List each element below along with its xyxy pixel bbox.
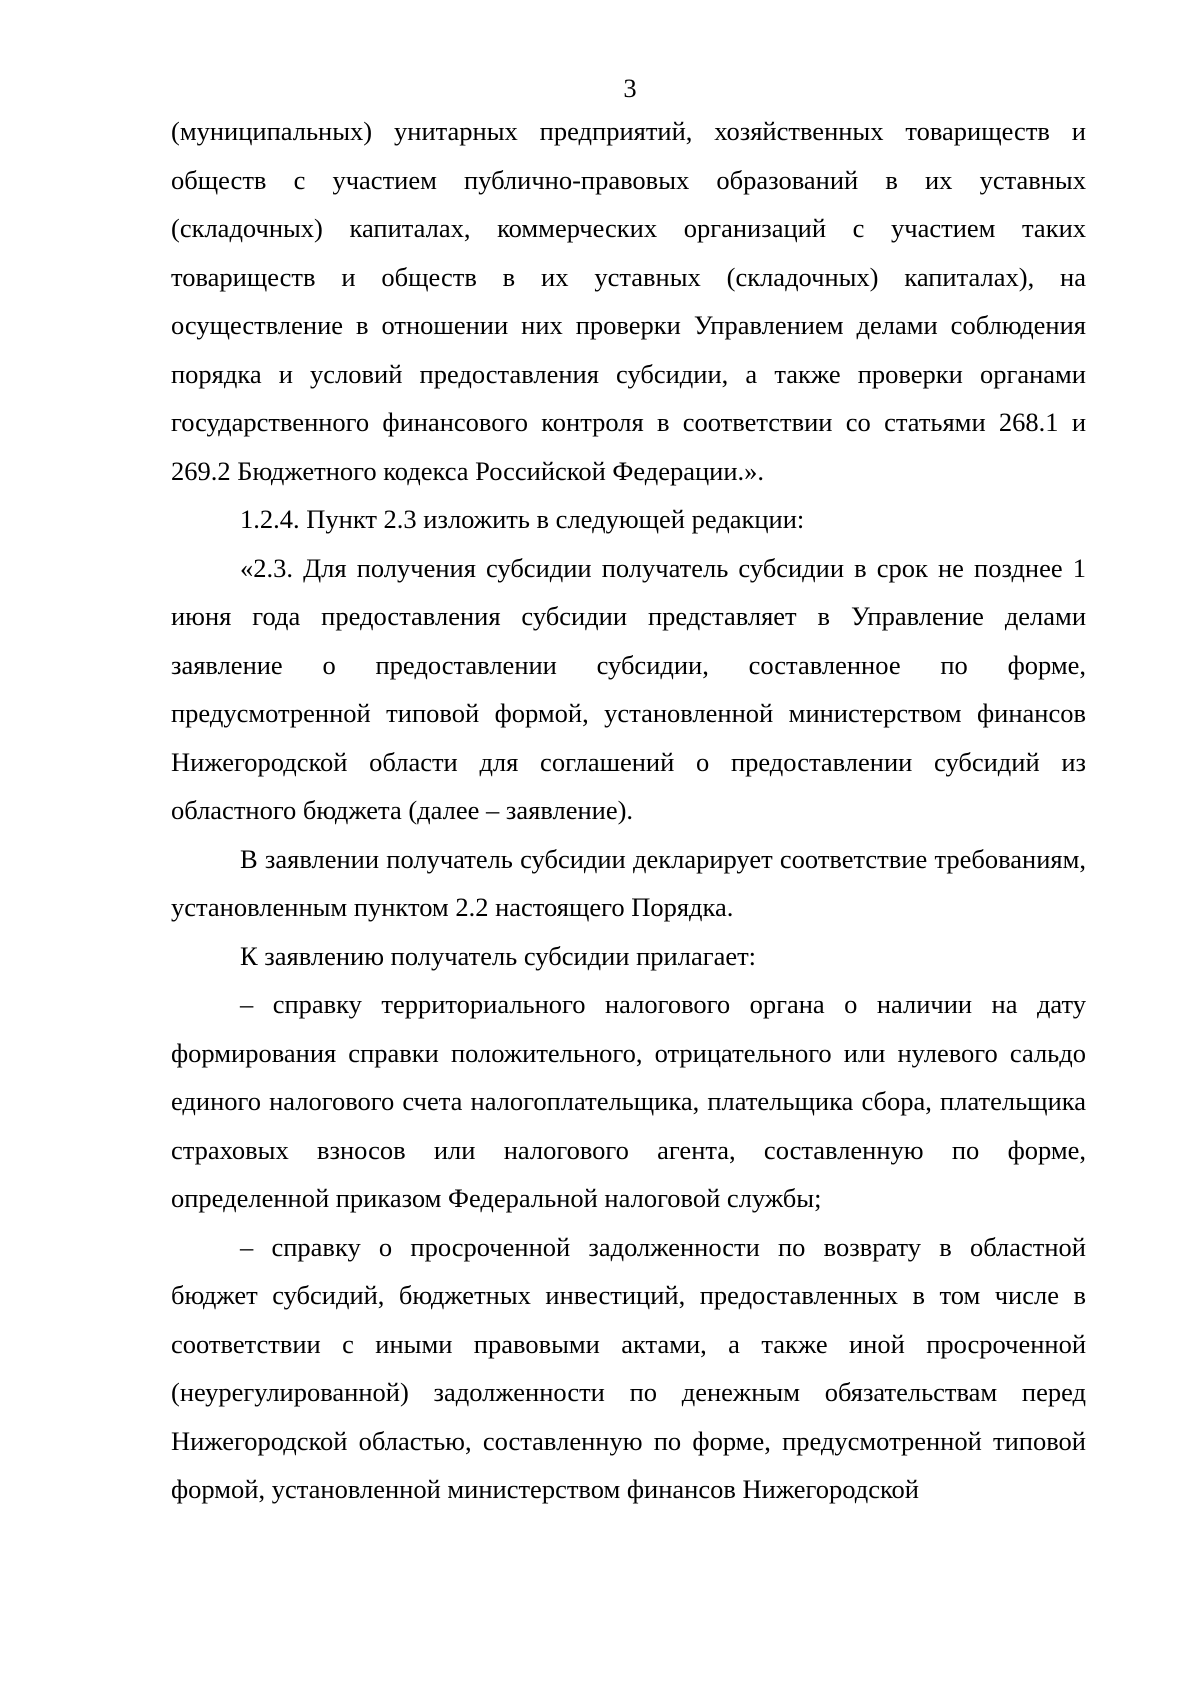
paragraph-clause-2-3: «2.3. Для получения субсидии получатель субсидии в срок не позднее 1 июня года предоставления субсидии представляет в Управление делами заявление о предоставлении субсидии, составленное по форме, предусмотренной типовой формой, установленной министерством финансов Нижегородской области для соглашений о предоставлении субсидий из областного бюджета (далее – заявление).	[171, 552, 1086, 825]
document-body	[171, 107, 1086, 1514]
list-item-debt-certificate: – справку о просроченной задолженности по возврату в областной бюджет субсидий, бюджетных инвестиций, предоставленных в том числе в соответствии с иными правовыми актами, а также иной просроченной (неурегулированной) задолженности по денежным обязательствам перед Нижегородской областью, составленную по форме, предусмотренной типовой формой, установленной министерством финансов Нижегородской	[171, 1231, 1086, 1504]
paragraph-continuation: (муниципальных) унитарных предприятий, хозяйственных товариществ и обществ с участием публично-правовых образований в их уставных (складочных) капиталах, коммерческих организаций с участием таких товариществ и обществ в их уставных (складочных) капиталах), на осуществление в отношении них проверки Управлением делами соблюдения порядка и условий предоставления субсидии, а также проверки органами государственного финансового контроля в соответствии со статьями 268.1 и 269.2 Бюджетного кодекса Российской Федерации.».	[171, 116, 1086, 486]
paragraph-declaration: В заявлении получатель субсидии декларирует соответствие требованиям, установленным пунктом 2.2 настоящего Порядка.	[171, 843, 1086, 922]
paragraph-item-1-2-4: 1.2.4. Пункт 2.3 изложить в следующей редакции:	[240, 504, 805, 534]
paragraph-attachments-intro: К заявлению получатель субсидии прилагает:	[240, 940, 757, 971]
list-item-tax-certificate: – справку территориального налогового органа о наличии на дату формирования справки положительного, отрицательного или нулевого сальдо единого налогового счета налогоплательщика, плательщика сбора, плательщика страховых взносов или налогового агента, составленную по форме, определенной приказом Федеральной налоговой службы;	[171, 989, 1086, 1213]
page-number: 3	[623, 73, 637, 103]
